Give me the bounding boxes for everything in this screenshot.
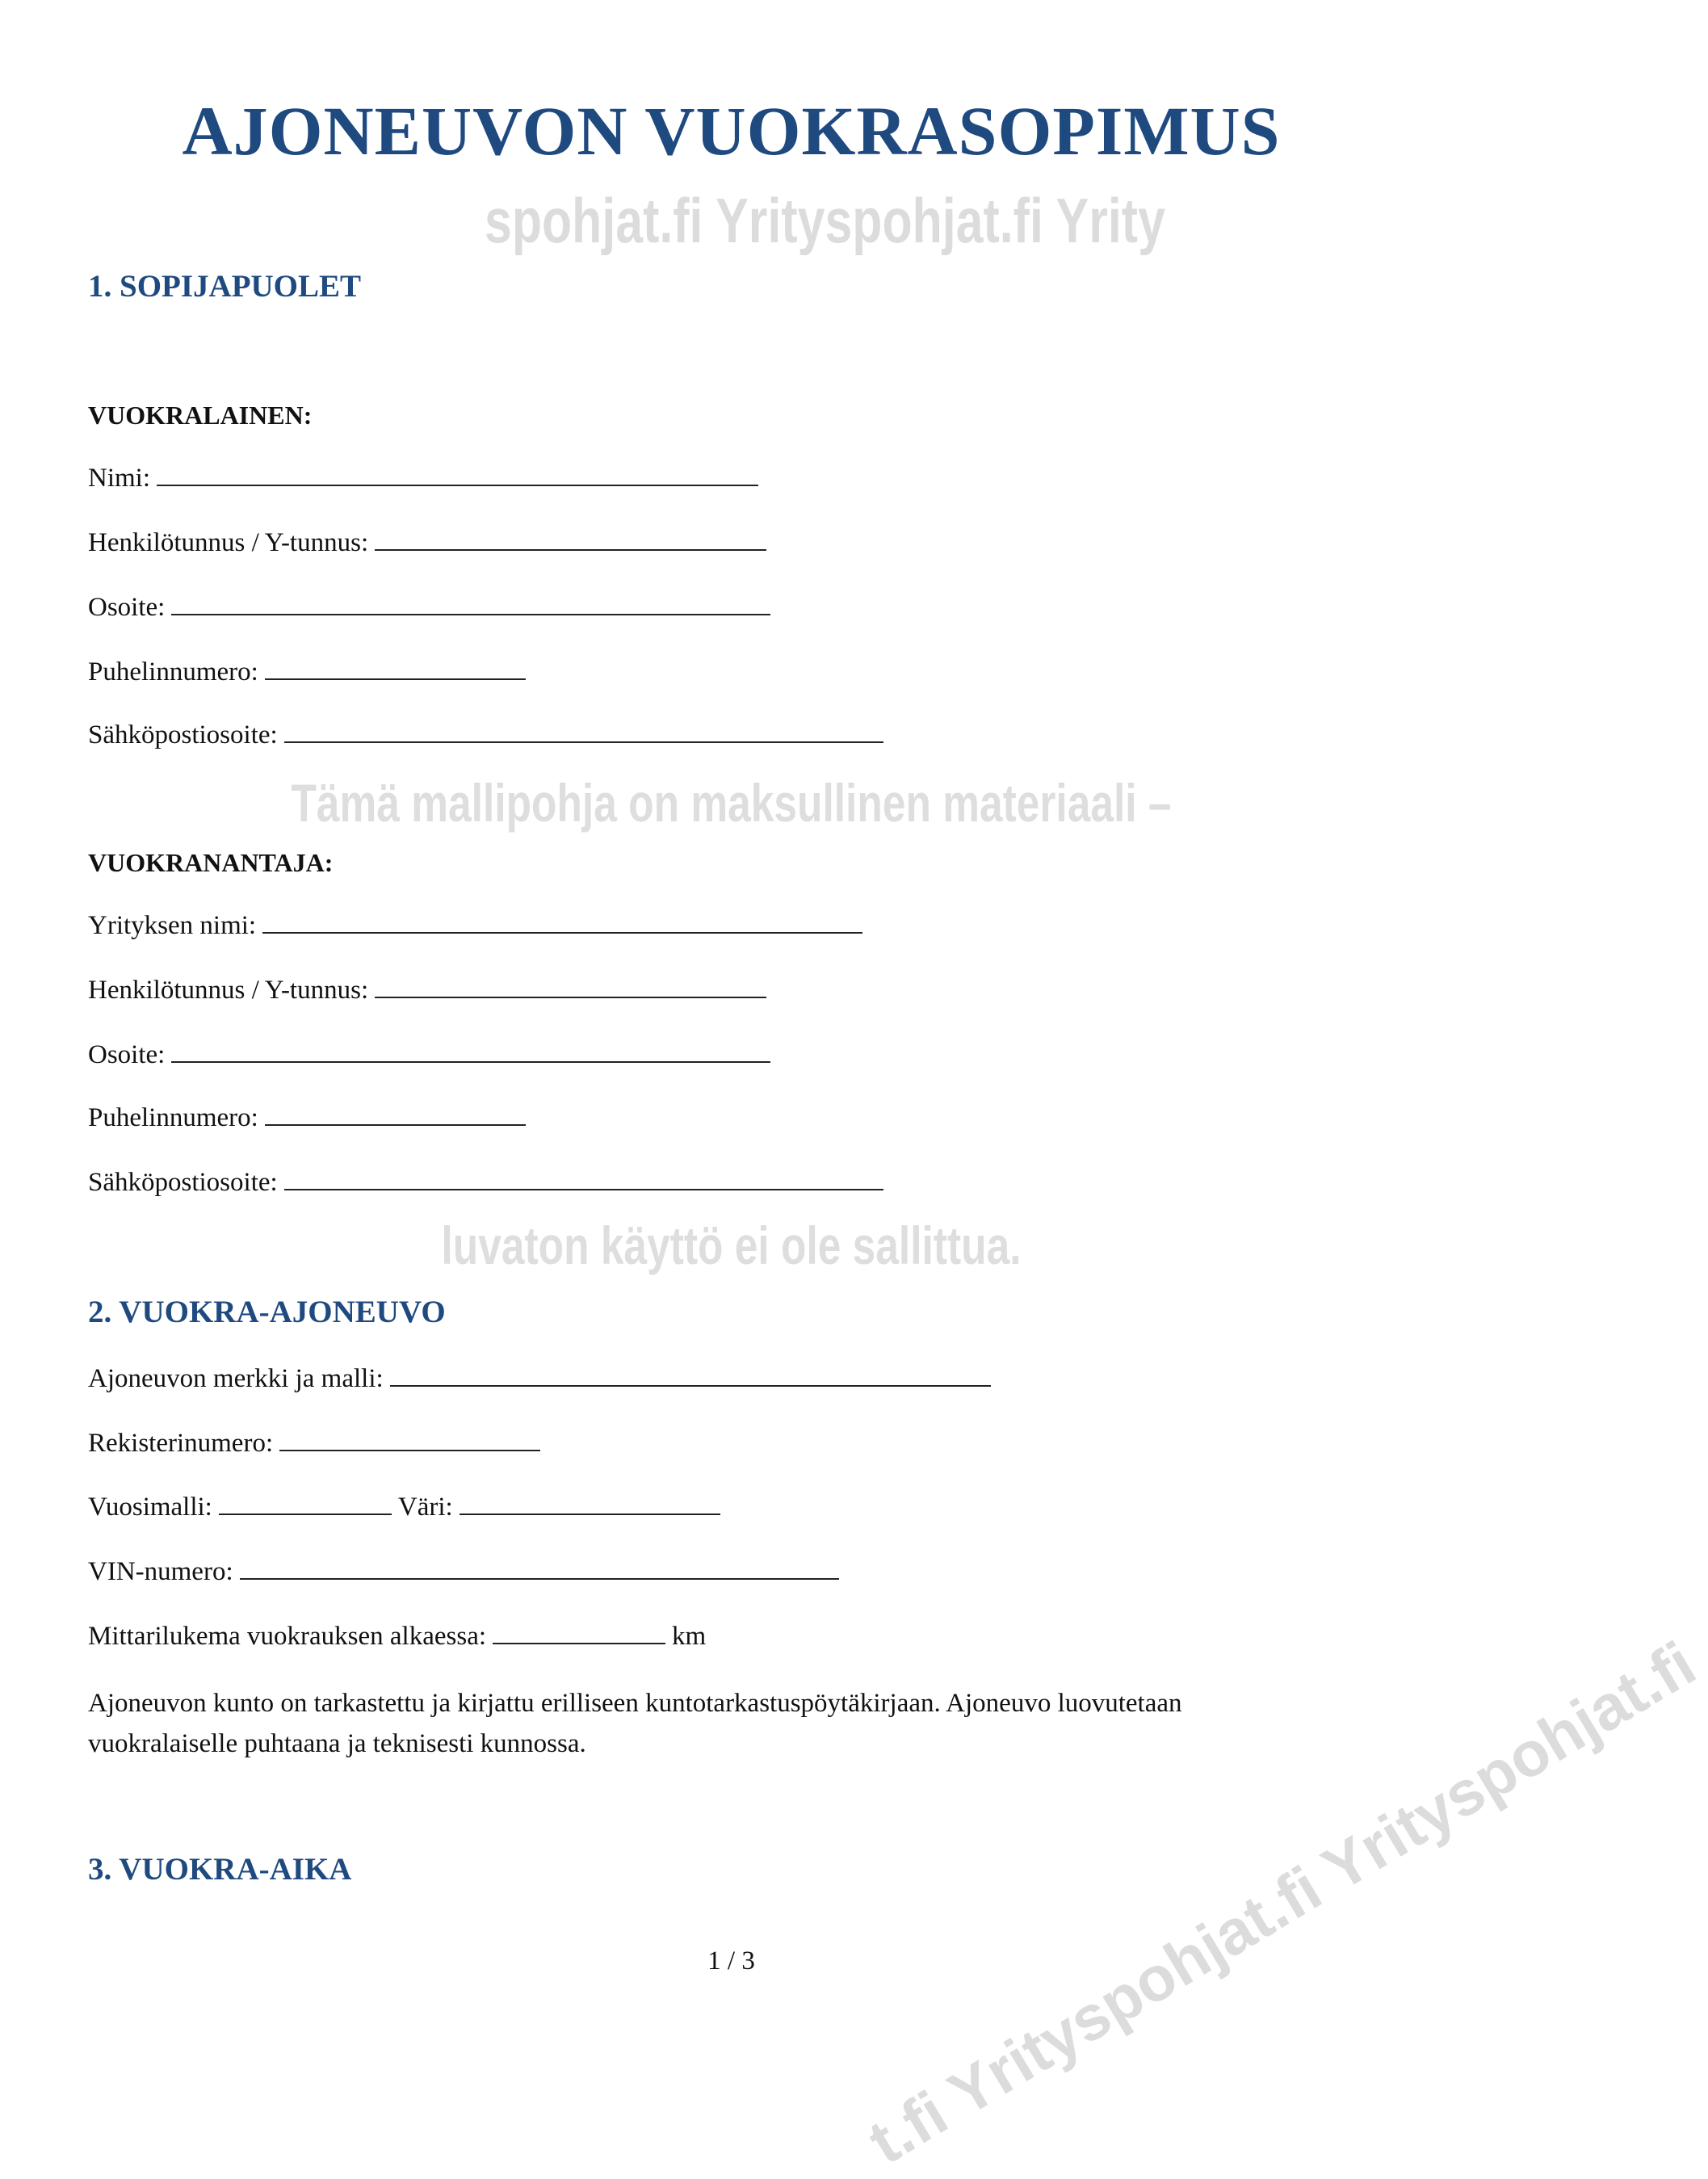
vehicle-year-color-field: Vuosimalli: Väri: [88, 1493, 720, 1522]
landlord-email-blank[interactable] [284, 1168, 883, 1190]
year-blank[interactable] [219, 1493, 392, 1515]
odometer-blank[interactable] [493, 1622, 665, 1644]
vehicle-odometer-field: Mittarilukema vuokrauksen alkaessa: km [88, 1622, 707, 1651]
landlord-phone-blank[interactable] [265, 1103, 526, 1126]
landlord-phone-field: Puhelinnumero: [88, 1103, 526, 1133]
document-title: AJONEUVON VUOKRASOPIMUS [182, 92, 1281, 170]
section-heading-parties: 1. SOPIJAPUOLET [88, 269, 362, 304]
registration-blank[interactable] [279, 1429, 540, 1451]
tenant-email-blank[interactable] [284, 720, 883, 743]
tenant-phone-blank[interactable] [265, 657, 526, 680]
watermark-center-line1: Tämä mallipohja on maksullinen materiaali – [291, 773, 1172, 833]
watermark-top: spohjat.fi Yrityspohjat.fi Yrity [485, 185, 1165, 256]
vehicle-condition-paragraph: Ajoneuvon kunto on tarkastettu ja kirjattu erilliseen kuntotarkastuspöytäkirjaan. Ajoneuvo luovutetaan vuokralaiselle puhtaana ja teknisesti kunnossa. [88, 1689, 1182, 1758]
tenant-email-field: Sähköpostiosoite: [88, 720, 883, 750]
section-heading-rental-period: 3. VUOKRA-AIKA [88, 1852, 352, 1887]
tenant-label: VUOKRALAINEN: [88, 401, 313, 430]
section-heading-vehicle: 2. VUOKRA-AJONEUVO [88, 1295, 446, 1329]
tenant-phone-field: Puhelinnumero: [88, 657, 526, 687]
landlord-label: VUOKRANANTAJA: [88, 848, 334, 877]
landlord-email-field: Sähköpostiosoite: [88, 1168, 883, 1198]
tenant-address-blank[interactable] [171, 593, 770, 615]
landlord-address-field: Osoite: [88, 1040, 770, 1070]
vehicle-vin-field: VIN-numero: [88, 1557, 839, 1587]
tenant-name-field: Nimi: [88, 464, 758, 493]
watermark-center-line2: luvaton käyttö ei ole sallittua. [441, 1215, 1022, 1275]
tenant-id-field: Henkilötunnus / Y-tunnus: [88, 528, 766, 558]
watermark-diagonal-bottom: t.fi Yrityspohjat.fi Yrityspohjat.fi [856, 1627, 1707, 2178]
landlord-id-field: Henkilötunnus / Y-tunnus: [88, 976, 766, 1006]
vehicle-make-model-field: Ajoneuvon merkki ja malli: [88, 1364, 991, 1394]
landlord-address-blank[interactable] [171, 1040, 770, 1063]
color-blank[interactable] [460, 1493, 720, 1515]
page-number: 1 / 3 [707, 1946, 755, 1975]
landlord-company-field: Yrityksen nimi: [88, 911, 862, 941]
tenant-id-blank[interactable] [375, 528, 766, 551]
landlord-company-blank[interactable] [262, 911, 862, 934]
tenant-address-field: Osoite: [88, 593, 770, 623]
tenant-name-blank[interactable] [157, 464, 758, 486]
vehicle-registration-field: Rekisterinumero: [88, 1429, 540, 1459]
landlord-id-blank[interactable] [375, 976, 766, 998]
make-model-blank[interactable] [390, 1364, 991, 1387]
vin-blank[interactable] [240, 1557, 839, 1580]
